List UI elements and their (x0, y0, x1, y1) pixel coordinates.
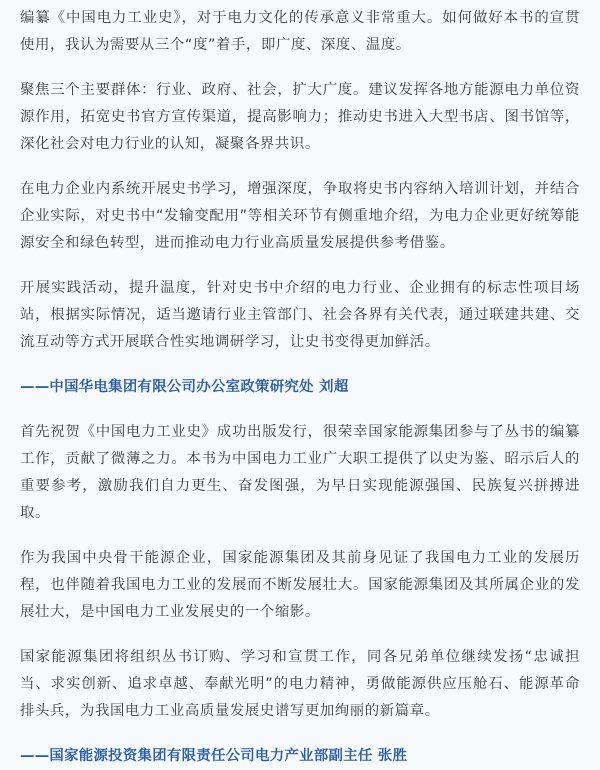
author-signature-zhang-sheng: ——国家能源投资集团有限责任公司电力产业部副主任 张胜 (20, 748, 408, 764)
author-signature-liu-chao: ——中国华电集团有限公司办公室政策研究处 刘超 (20, 379, 349, 395)
paragraph-breadth: 聚焦三个主要群体：行业、政府、社会，扩大广度。建议发挥各地方能源电力单位资源作用，拓宽史书官方宣传渠道，提高影响力；推动史书进入大型书店、图书馆等，深化社会对电力行业的认知，凝聚各界共识。 (20, 82, 580, 152)
paragraph-breadth-depth-temperature: 编纂《中国电力工业史》，对于电力文化的传承意义非常重大。如何做好本书的宣贯使用，我认为需要从三个“度”着手，即广度、深度、温度。 (20, 10, 580, 53)
paragraph-promotion-plan: 国家能源集团将组织丛书订购、学习和宣贯工作，同各兄弟单位继续发扬“忠诚担当、求实创新、追求卓越、奉献光明”的电力精神，勇做能源供应压舱石、能源革命排头兵，为我国电力工业高质量发展史谱写更加绚丽的新篇章。 (20, 649, 580, 719)
paragraph-depth: 在电力企业内系统开展史书学习，增强深度，争取将史书内容纳入培训计划，并结合企业实际，对史书中“发输变配用”等相关环节有侧重地介绍，为电力企业更好统筹能源安全和绿色转型，进而推动电力行业高质量发展提供参考借鉴。 (20, 181, 580, 251)
paragraph-congratulations: 首先祝贺《中国电力工业史》成功出版发行，很荣幸国家能源集团参与了丛书的编纂工作，贡献了微薄之力。本书为中国电力工业广大职工提供了以史为鉴、昭示后人的重要参考，激励我们自力更生、奋发图强，为早日实现能源强国、民族复兴拼搏进取。 (20, 424, 580, 521)
paragraph-energy-group-history: 作为我国中央骨干能源企业，国家能源集团及其前身见证了我国电力工业的发展历程，也伴随着我国电力工业的发展而不断发展壮大。国家能源集团及其所属企业的发展壮大，是中国电力工业发展史的一个缩影。 (20, 550, 580, 620)
paragraph-temperature: 开展实践活动，提升温度，针对史书中介绍的电力行业、企业拥有的标志性项目场站，根据实际情况，适当邀请行业主管部门、社会各界有关代表，通过联建共建、交流互动等方式开展联合性实地调研学习，让史书变得更加鲜活。 (20, 280, 580, 350)
